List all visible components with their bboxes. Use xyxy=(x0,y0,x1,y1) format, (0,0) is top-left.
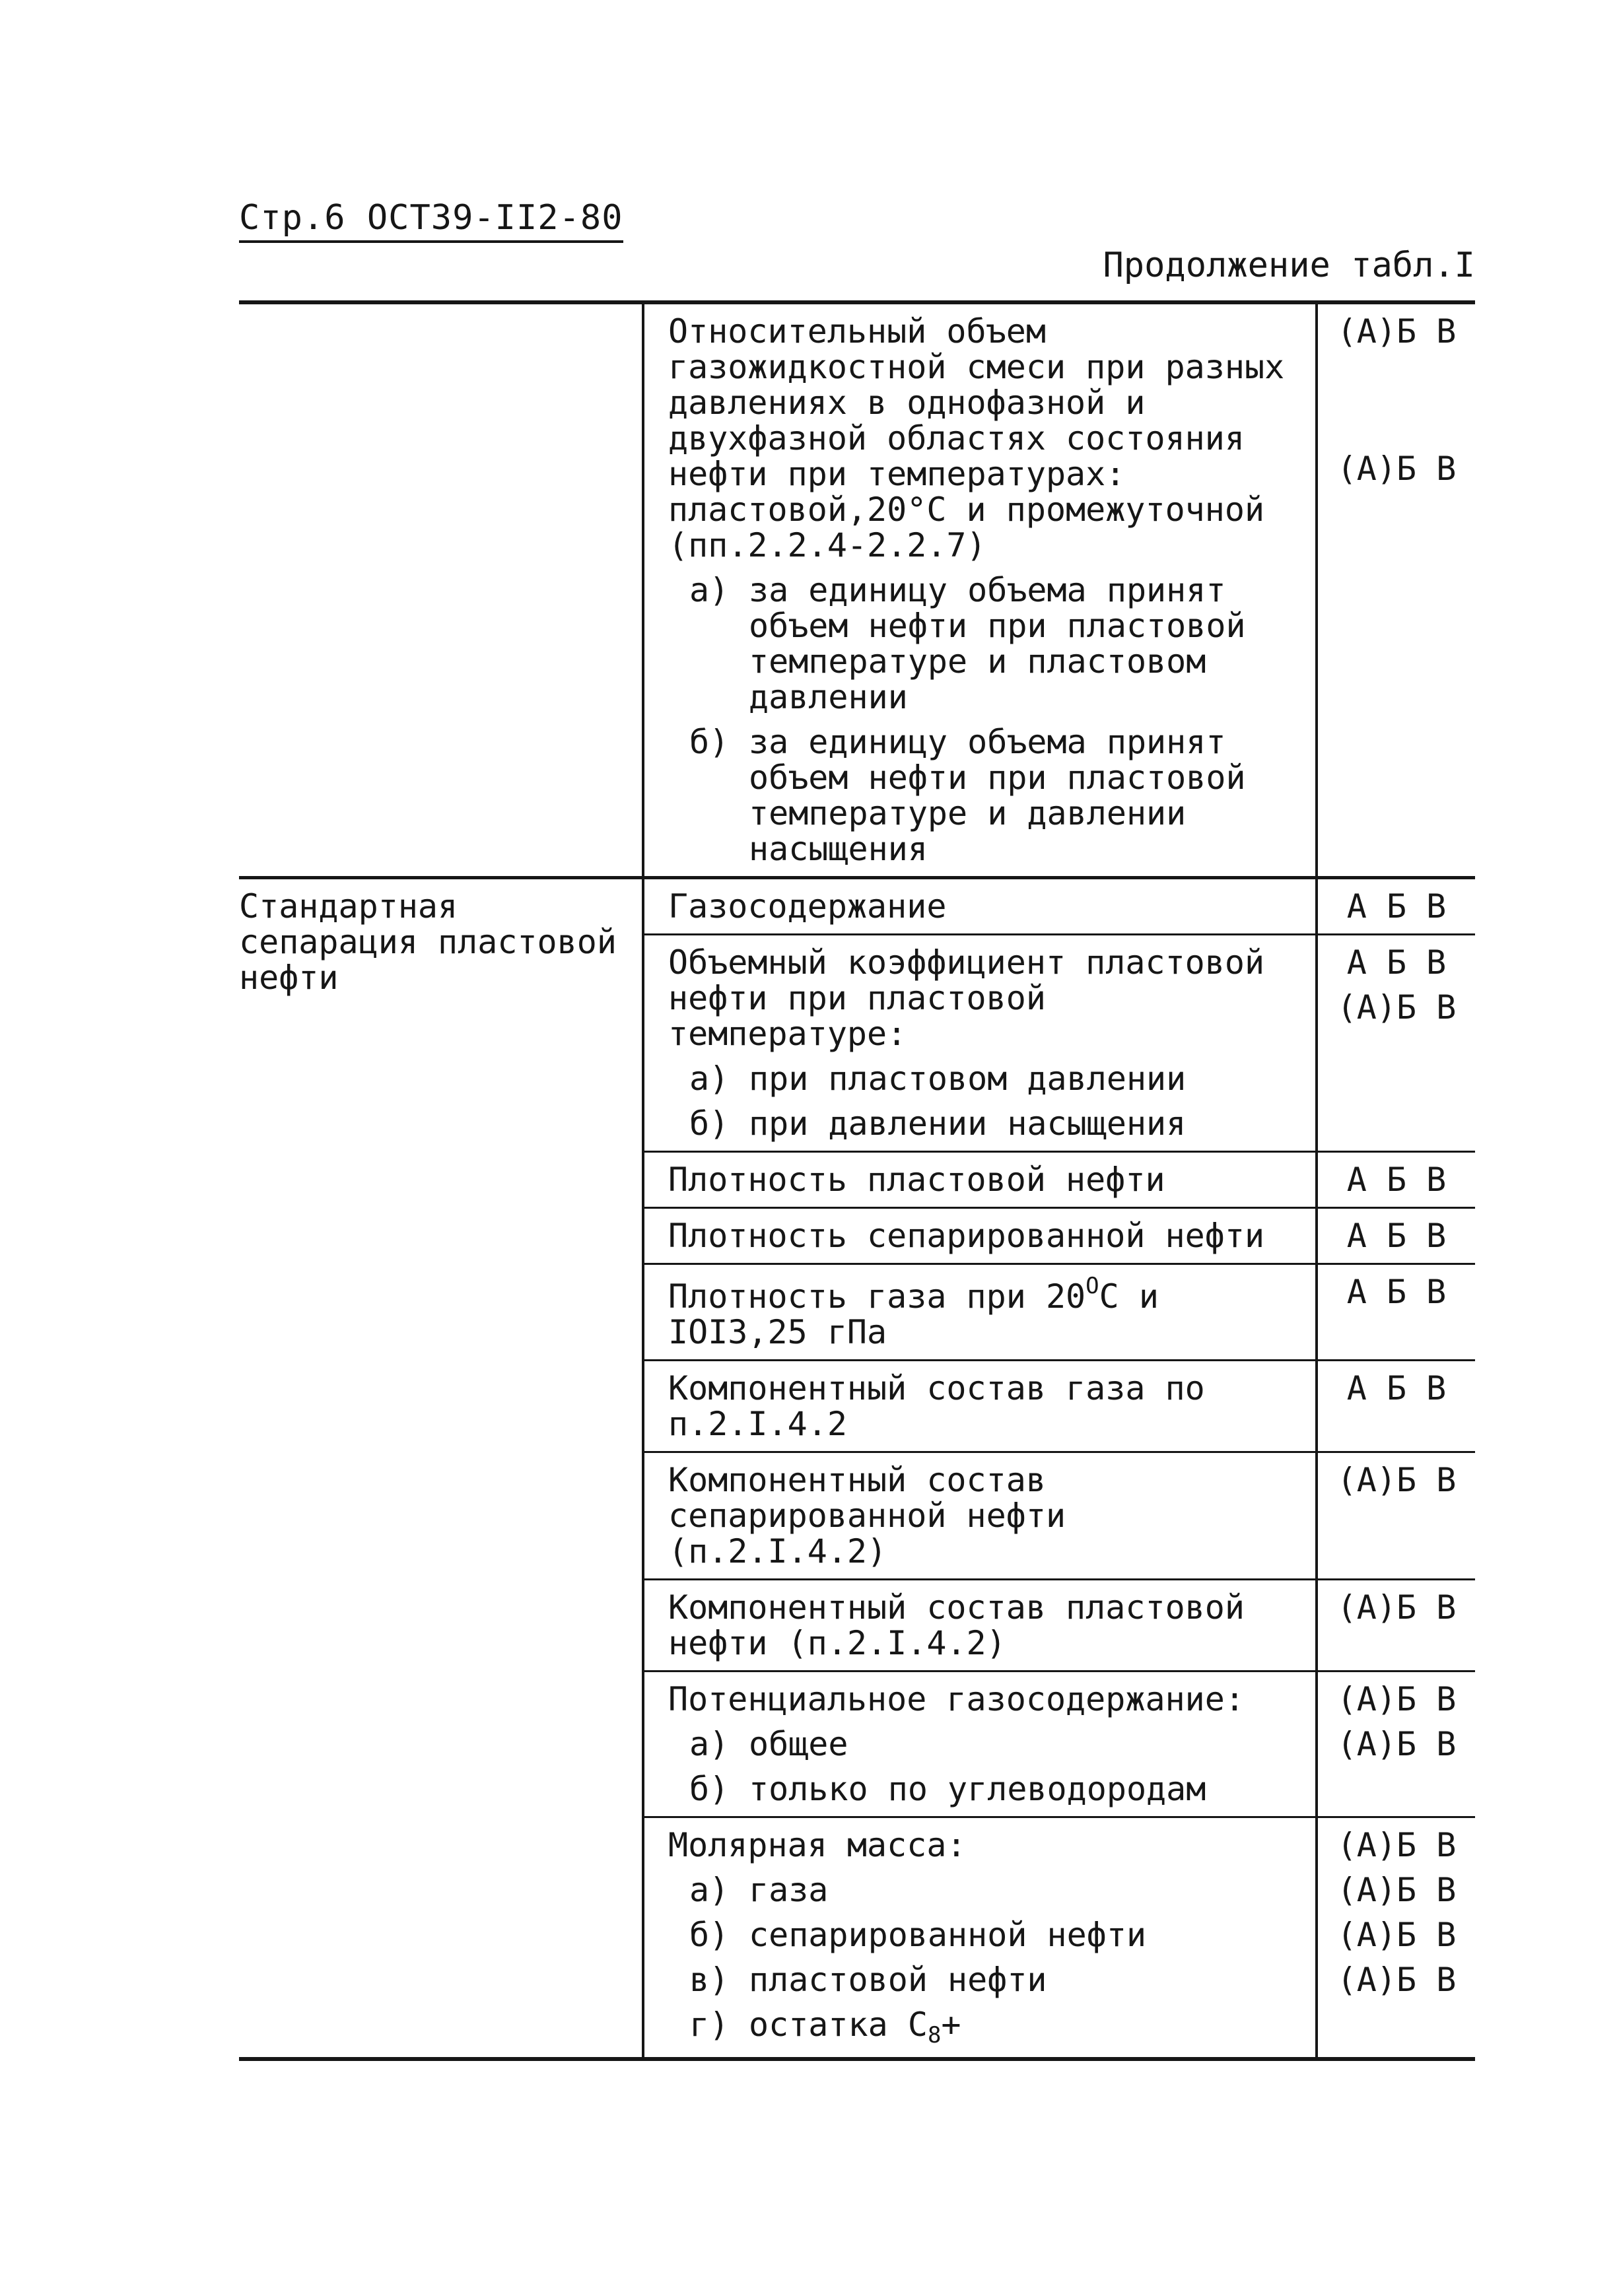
item-text: газа xyxy=(749,1871,829,1909)
parameter-cell xyxy=(643,935,1317,1152)
item-text: общее xyxy=(749,1725,848,1763)
category-cell xyxy=(1317,935,1475,1152)
degree-superscript: О xyxy=(1085,1273,1099,1299)
parameter-text-continued: С и IOI3,25 гПа xyxy=(668,1277,1159,1351)
category-cell: А Б В xyxy=(1317,1264,1475,1361)
category-value: А Б В xyxy=(1346,943,1447,982)
item-marker: а) xyxy=(689,1725,730,1763)
item-text: сепарированной нефти xyxy=(749,1916,1147,1954)
item-marker: а) xyxy=(689,1871,730,1909)
category-cell: А Б В xyxy=(1317,1361,1475,1452)
parameter-description: Объемный коэффициент пластовой нефти при пластовой температуре: xyxy=(668,943,1265,1053)
parameter-cell: Компонентный состав сепарированной нефти (п.2.I.4.2) xyxy=(643,1452,1317,1580)
item-marker: б) xyxy=(689,1770,730,1808)
item-marker: б) xyxy=(689,1104,730,1143)
item-text: при давлении насыщения xyxy=(749,1104,1187,1143)
category-value: (А)Б В xyxy=(1336,450,1457,488)
category-value: (А)Б В xyxy=(1336,1826,1457,1864)
parameter-cell xyxy=(643,1817,1317,2059)
parameter-description: Относительный объем газожидкостной смеси при разных давлениях в однофазной и двухфазной областях состояния нефти при температурах: пластовой,20°С и промежуточной (пп.2.2.4-2.2.7) xyxy=(668,312,1285,564)
item-marker: в) xyxy=(689,1961,730,1999)
table-row xyxy=(239,302,1475,878)
item-text-part: остатка С xyxy=(749,2006,928,2044)
category-value: (А)Б В xyxy=(1336,1680,1457,1718)
category-cell xyxy=(1317,302,1475,878)
table-continuation-label: Продолжение табл.I xyxy=(1103,246,1475,285)
item-text: пластовой нефти xyxy=(749,1961,1047,1999)
group-cell-empty xyxy=(239,302,643,878)
category-value: (А)Б В xyxy=(1336,1961,1457,1999)
parameters-table-wrapper xyxy=(239,300,1475,2061)
item-marker: г) xyxy=(689,2006,730,2044)
category-value: (А)Б В xyxy=(1336,1725,1457,1763)
sub-item xyxy=(668,1061,1302,1097)
item-text: только по углеводородам xyxy=(749,1770,1206,1808)
parameter-text: Плотность газа при 20 xyxy=(668,1277,1086,1316)
sub-item xyxy=(668,1106,1302,1141)
sub-item xyxy=(668,1962,1302,1998)
category-cell: А Б В xyxy=(1317,1208,1475,1264)
sub-item xyxy=(668,2007,1302,2048)
group-label: Стандартная сепарация пластовой нефти xyxy=(239,887,617,997)
group-cell xyxy=(239,878,643,2059)
item-text: за единицу объема принят объем нефти при пластовой температуре и давлении насыщения xyxy=(749,723,1246,868)
category-cell: (А)Б В xyxy=(1317,1452,1475,1580)
item-text: при пластовом давлении xyxy=(749,1060,1187,1098)
parameter-cell: Компонентный состав газа по п.2.I.4.2 xyxy=(643,1361,1317,1452)
parameter-cell xyxy=(643,302,1317,878)
category-value: (А)Б В xyxy=(1336,312,1457,351)
sub-item xyxy=(668,1726,1302,1762)
parameter-cell: Плотность пластовой нефти xyxy=(643,1152,1317,1208)
category-value: (А)Б В xyxy=(1336,1916,1457,1954)
sub-item xyxy=(668,1872,1302,1908)
parameters-table xyxy=(239,300,1475,2061)
sub-item xyxy=(668,1771,1302,1807)
parameter-cell xyxy=(643,1671,1317,1817)
item-marker: а) xyxy=(689,1060,730,1098)
category-value: (А)Б В xyxy=(1336,1871,1457,1909)
parameter-cell xyxy=(643,1264,1317,1361)
table-row xyxy=(239,878,1475,935)
item-marker: б) xyxy=(689,1916,730,1954)
item-text-part: + xyxy=(941,2006,961,2044)
parameter-description: Потенциальное газосодержание: xyxy=(668,1680,1245,1718)
item-text: за единицу объема принят объем нефти при пластовой температуре и пластовом давлении xyxy=(749,571,1246,716)
category-value: (А)Б В xyxy=(1336,988,1457,1027)
parameter-cell: Газосодержание xyxy=(643,878,1317,935)
parameter-cell: Компонентный состав пластовой нефти (п.2.I.4.2) xyxy=(643,1580,1317,1671)
carbon-subscript: 8 xyxy=(927,2022,942,2048)
sub-item xyxy=(668,1917,1302,1953)
parameter-cell: Плотность сепарированной нефти xyxy=(643,1208,1317,1264)
item-marker: б) xyxy=(689,723,730,761)
parameter-description: Молярная масса: xyxy=(668,1826,967,1864)
category-cell: (А)Б В xyxy=(1317,1580,1475,1671)
page-header: Стр.6 ОСТ39-II2-80 xyxy=(239,198,623,243)
category-cell: А Б В xyxy=(1317,878,1475,935)
category-cell xyxy=(1317,1671,1475,1817)
category-cell: А Б В xyxy=(1317,1152,1475,1208)
sub-item xyxy=(668,724,1302,867)
sub-item xyxy=(668,572,1302,715)
category-cell xyxy=(1317,1817,1475,2059)
item-text xyxy=(749,2007,1302,2048)
item-marker: а) xyxy=(689,571,730,609)
